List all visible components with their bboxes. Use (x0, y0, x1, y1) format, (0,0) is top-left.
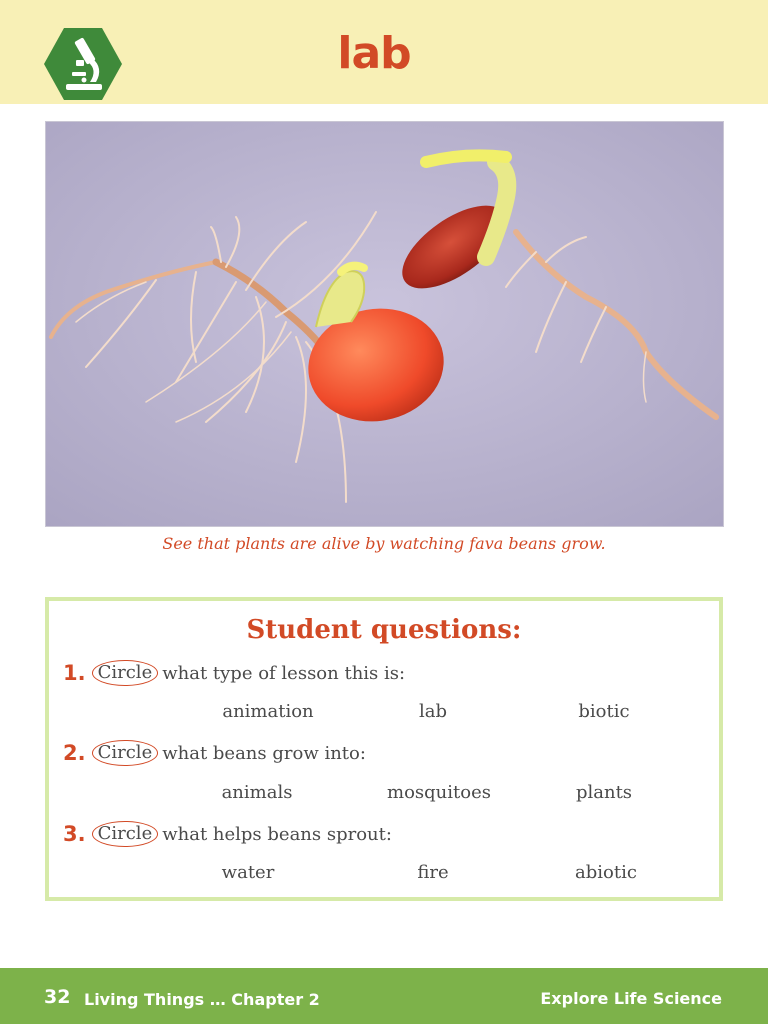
circle-word: Circle (92, 660, 159, 686)
circle-word: Circle (92, 821, 159, 847)
choice-fire[interactable]: fire (417, 862, 449, 883)
choice-plants[interactable]: plants (575, 782, 633, 803)
choice-mosquitoes[interactable]: mosquitoes (387, 782, 491, 803)
page-number: 32 (44, 986, 71, 1008)
question-1 (63, 659, 405, 687)
question-prompt: what beans grow into: (162, 742, 366, 764)
bean-photo (45, 121, 724, 527)
question-number: 1. (63, 661, 86, 685)
question-2 (63, 739, 366, 767)
question-3 (63, 820, 392, 848)
choice-animation[interactable]: animation (222, 701, 314, 722)
choice-water[interactable]: water (221, 862, 275, 883)
choice-abiotic[interactable]: abiotic (575, 862, 637, 883)
page-title: lab (337, 28, 411, 79)
question-number: 2. (63, 741, 86, 765)
question-prompt: what helps beans sprout: (162, 823, 392, 845)
choice-animals[interactable]: animals (221, 782, 293, 803)
questions-heading: Student questions: (246, 615, 522, 645)
choice-biotic[interactable]: biotic (578, 701, 630, 722)
book-title: Explore Life Science (540, 989, 722, 1008)
circle-word: Circle (92, 740, 159, 766)
question-prompt: what type of lesson this is: (162, 662, 406, 684)
choice-lab[interactable]: lab (418, 701, 448, 722)
photo-caption: See that plants are alive by watching fava beans grow. (162, 534, 606, 553)
student-questions-box (45, 597, 723, 901)
question-number: 3. (63, 822, 86, 846)
chapter-label: Living Things … Chapter 2 (84, 990, 320, 1009)
sprouting-beans-image (46, 122, 723, 526)
